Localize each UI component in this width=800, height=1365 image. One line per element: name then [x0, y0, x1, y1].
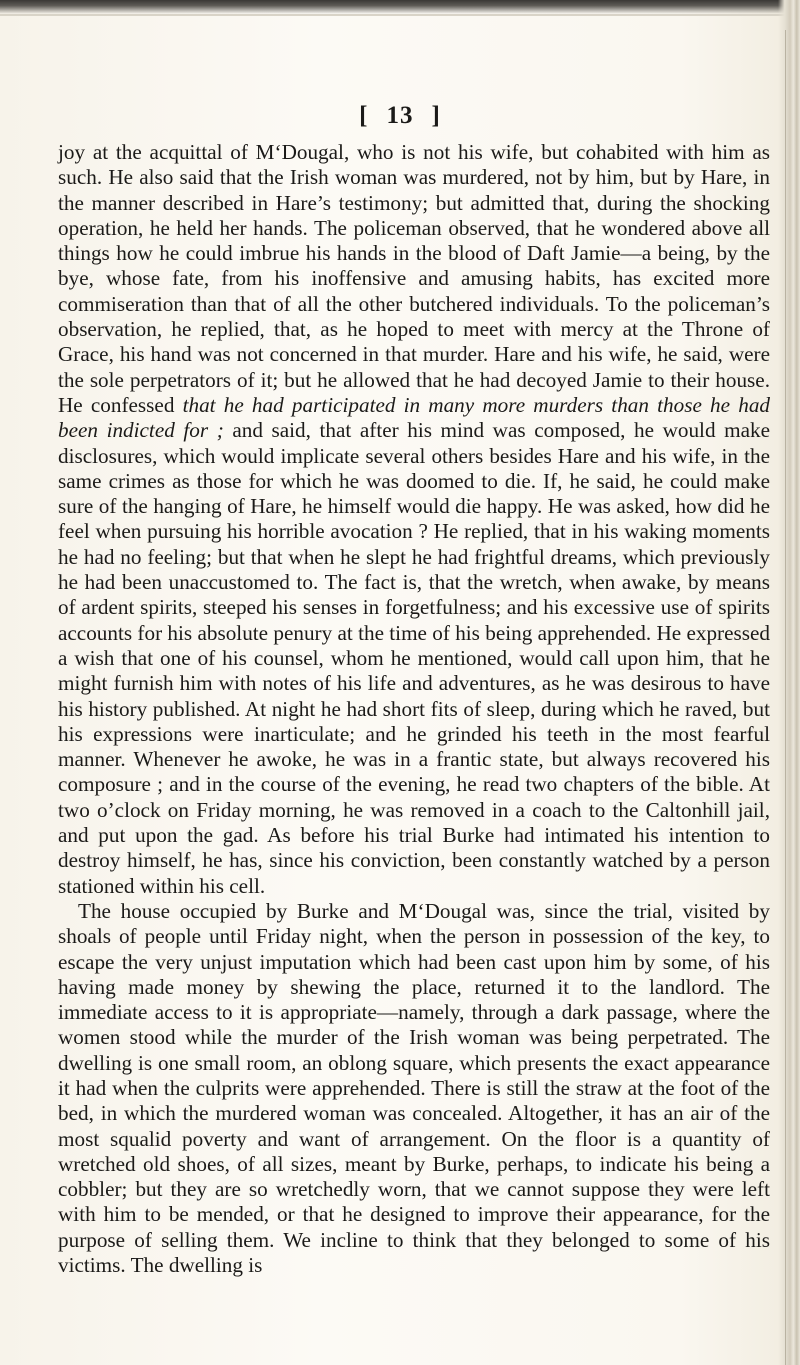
paragraph-1-italic: that he had participated in many more murders than those he had been indicted for ; — [58, 392, 771, 443]
page-gutter-line — [785, 30, 786, 1365]
page-header — [0, 102, 800, 130]
bracket-close: ] — [431, 102, 441, 129]
page-number: 13 — [386, 102, 414, 129]
paragraph-1-part-a: joy at the acquittal of M‘Dougal, who is not his wife, but cohabited with him as such. He also said that the Irish woman was murdered, not by him, but by Hare, in the manner described in Hare’s testimony; but admitted that, during the shocking operation, he held her hands. The policeman observed, that he wondered above all things how he could imbrue his hands in the blood of Daft Jamie—a being, by the bye, whose fate, from his inoffensive and amusing habits, has excited more commiseration than that of all the other butchered individuals. To the policeman’s observation, he replied, that, as he hoped to meet with mercy at the Throne of Grace, his hand was not concerned in that murder. Hare and his wife, he said, were the sole perpetrators of it; but he allowed that he had decoyed Jamie to their house. He confessed — [58, 140, 770, 417]
paragraph-1 — [58, 140, 770, 899]
top-page-shadow — [0, 0, 800, 14]
bracket-open: [ — [359, 102, 369, 129]
body-text — [58, 140, 770, 1278]
top-page-edge — [0, 14, 800, 16]
paragraph-2: The house occupied by Burke and M‘Dougal was, since the trial, visited by shoals of people until Friday night, when the person in possession of the key, to escape the very unjust imputation which had been cast upon him by some, of his having made money by shewing the place, returned it to the landlord. The immediate access to it is appropriate—namely, through a dark passage, where the women stood while the murder of the Irish woman was being perpetrated. The dwelling is one small room, an oblong square, which presents the exact appearance it had when the culprits were apprehended. There is still the straw at the foot of the bed, in which the murdered woman was concealed. Altogether, it has an air of the most squalid poverty and want of arrangement. On the floor is a quantity of wretched old shoes, of all sizes, meant by Burke, perhaps, to indicate his being a cobbler; but they are so wretchedly worn, that we cannot suppose they were left with him to be mended, or that he designed to improve their appearance, for the purpose of selling them. We incline to think that they belonged to some of his victims. The dwelling is — [58, 898, 770, 1278]
paragraph-1-part-b: and said, that after his mind was composed, he would make disclosures, which would implicate several others besides Hare and his wife, in the same crimes as those for which he was doomed to die. If, he said, he could make sure of the hanging of Hare, he himself would die happy. He was asked, how did he feel when pursuing his horrible avocation ? He replied, that in his waking moments he had no feeling; but that when he slept he had frightful dreams, which previously he had been unaccustomed to. The fact is, that the wretch, when awake, by means of ardent spirits, steeped his senses in forgetfulness; and his excessive use of spirits accounts for his absolute penury at the time of his being apprehended. He expressed a wish that one of his counsel, whom he mentioned, would call upon him, that he might furnish him with notes of his life and adventures, as he was desirous to have his history published. At night he had short fits of sleep, during which he raved, but his expressions were inarticulate; and he grinded his teeth in the most fearful manner. Whenever he awoke, he was in a frantic state, but always recovered his composure ; and in the course of the evening, he read two chapters of the bible. At two o’clock on Friday morning, he was removed in a coach to the Caltonhill jail, and put upon the gad. As before his trial Burke had intimated his intention to destroy himself, he has, since his conviction, been constantly watched by a person stationed within his cell. — [58, 418, 770, 898]
page-gutter-edge — [778, 0, 800, 1365]
